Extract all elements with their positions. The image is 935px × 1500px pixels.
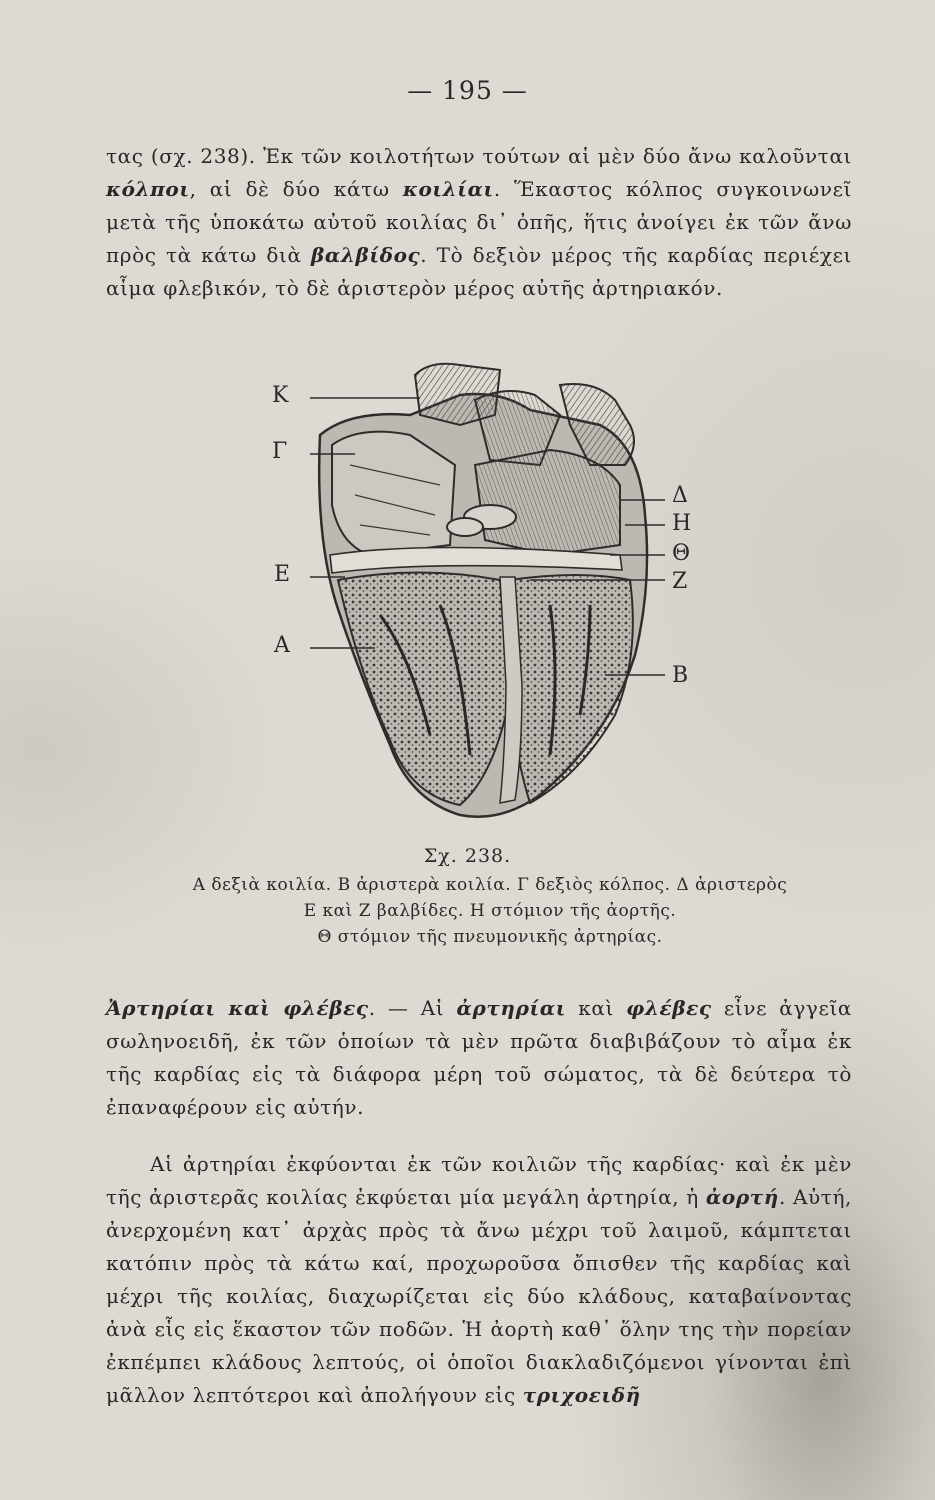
right-ventricle bbox=[338, 573, 510, 806]
term-veins: φλέβες bbox=[626, 996, 712, 1020]
paragraph-aorta bbox=[106, 1148, 852, 1412]
section-heading: Ἀρτηρίαι καὶ φλέβες bbox=[106, 996, 369, 1020]
label-d: Δ bbox=[672, 483, 688, 508]
label-z: Ζ bbox=[672, 569, 688, 594]
term-valvidos: βαλβίδος bbox=[310, 243, 421, 267]
page-number: — 195 — bbox=[407, 76, 528, 105]
text-run: , αἱ δὲ δύο κάτω bbox=[189, 177, 403, 201]
term-kolpoi: κόλποι bbox=[106, 177, 190, 201]
figure-caption-line: Θ στόμιον τῆς πνευμονικῆς ἀρτηρίας. bbox=[317, 927, 663, 947]
paragraph-arteries-veins bbox=[106, 992, 852, 1124]
label-e: Ε bbox=[274, 562, 291, 587]
term-koiliai: κοιλίαι bbox=[402, 177, 494, 201]
text-run: . — Αἱ bbox=[368, 996, 457, 1020]
term-aorta: ἀορτή bbox=[705, 1185, 779, 1209]
text-run: καὶ bbox=[566, 996, 627, 1020]
figure-caption-title: Σχ. 238. bbox=[423, 845, 512, 867]
text-run: . Ἕκαστος κόλπος συγκοινωνεῖ μετὰ τῆς ὑποκάτω αὐτοῦ κοιλίας δι᾿ ὀπῆς, ἥτις ἀνοίγει ἐκ τῶν ἄνω πρὸς τὰ κάτω διὰ bbox=[106, 177, 852, 267]
left-ventricle bbox=[510, 575, 633, 803]
label-b: Β bbox=[672, 663, 689, 688]
label-a: Α bbox=[274, 633, 290, 658]
text-run: τας (σχ. 238). Ἐκ τῶν κοιλοτήτων τούτων αἱ μὲν δύο ἄνω καλοῦνται bbox=[106, 144, 852, 168]
term-arteries: ἀρτηρίαι bbox=[456, 996, 567, 1020]
valve-pulmonary bbox=[447, 518, 483, 536]
text-run: . Τὸ δεξιὸν μέρος τῆς καρδίας περιέχει αἷμα φλεβικόν, τὸ δὲ ἀριστερὸν μέρος αὐτῆς ἀρτηριακόν. bbox=[106, 243, 852, 300]
figure-caption-line: Ε καὶ Ζ βαλβίδες. Η στόμιον τῆς ἀορτῆς. bbox=[303, 901, 677, 921]
label-k: Κ bbox=[272, 383, 289, 408]
paragraph-heart-chambers bbox=[106, 140, 852, 305]
heart-figure bbox=[260, 355, 700, 835]
label-th: Θ bbox=[672, 541, 691, 566]
text-run: Αἱ ἀρτηρίαι ἐκφύονται ἐκ τῶν κοιλιῶν τῆς καρδίας· καὶ ἐκ μὲν τῆς ἀριστερᾶς κοιλίας ἐκφύεται μία μεγάλη ἀρτηρία, ἡ bbox=[106, 1152, 852, 1209]
figure-caption-line: Α δεξιὰ κοιλία. Β ἀριστερὰ κοιλία. Γ δεξιὸς κόλπος. Δ ἀριστερὸς bbox=[192, 875, 788, 895]
heart-illustration bbox=[260, 355, 700, 835]
text-run: εἶνε ἀγγεῖα σωληνοειδῆ, ἐκ τῶν ὁποίων τὰ μὲν πρῶτα διαβιβάζουν τὸ αἷμα ἐκ τῆς καρδίας εἰς τὰ διάφορα μέρη τοῦ σώματος, τὰ δὲ δεύτερα τὸ ἐπαναφέρουν εἰς αὐτήν. bbox=[106, 996, 852, 1119]
label-h: Η bbox=[672, 511, 692, 536]
text-run: . Αὐτή, ἀνερχομένη κατ᾿ ἀρχὰς πρὸς τὰ ἄνω μέχρι τοῦ λαιμοῦ, κάμπτεται κατόπιν πρὸς τὰ κάτω καί, προχωροῦσα ὄπισθεν τῆς καρδίας καὶ μέχρι τῆς κοιλίας, διαχωρίζεται εἰς δύο κλάδους, καταβαίνοντας ἀνὰ εἷς εἰς ἕκαστον τῶν ποδῶν. Ἡ ἀορτὴ καθ᾿ ὅλην της τὴν πορείαν ἐκπέμπει κλάδους λεπτούς, οἱ ὁποῖοι διακλαδιζόμενοι γίνονται ἐπὶ μᾶλλον λεπτότεροι καὶ ἀπολήγουν εἰς bbox=[106, 1185, 852, 1407]
label-g: Γ bbox=[272, 439, 288, 464]
term-capillaries: τριχοειδῆ bbox=[522, 1383, 641, 1407]
left-atrium bbox=[475, 450, 620, 555]
